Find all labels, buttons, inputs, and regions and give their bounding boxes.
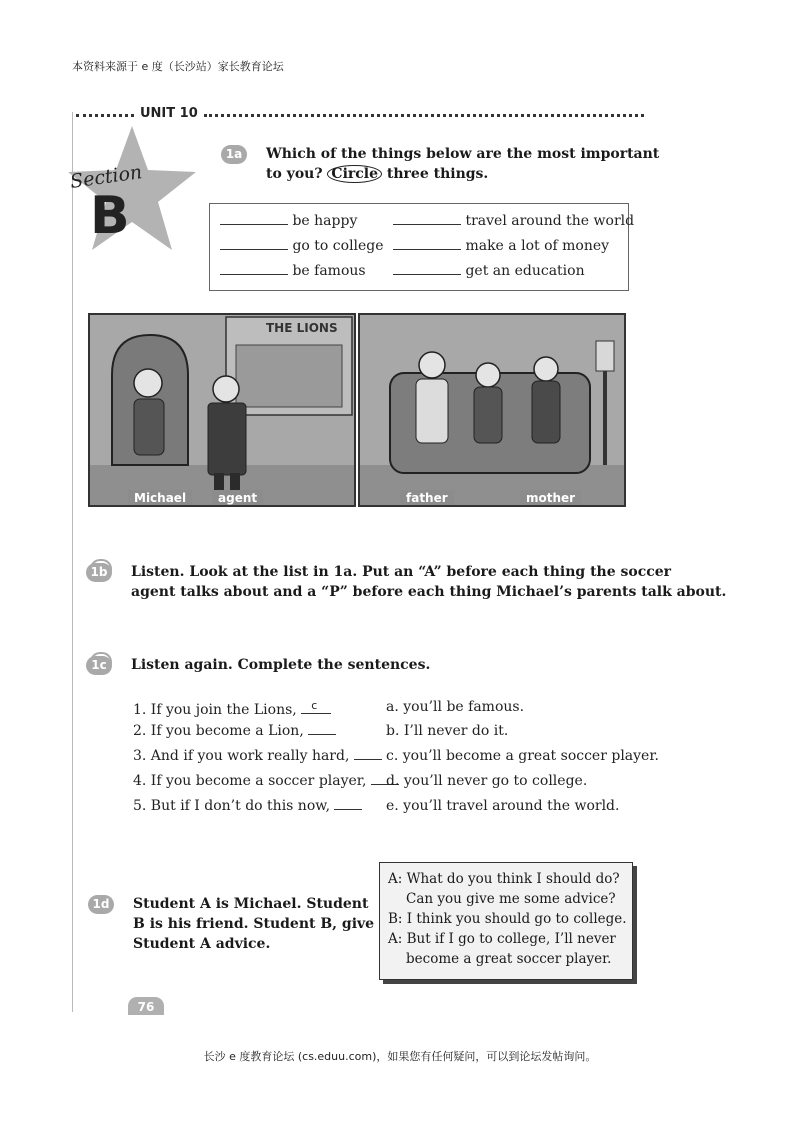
sentence-left-1 bbox=[133, 699, 331, 718]
badge-1c: 1c bbox=[86, 656, 112, 675]
instruction-1d-line3: Student A advice. bbox=[133, 936, 271, 952]
filled-answer: c bbox=[311, 699, 318, 712]
dialog-line-2: Can you give me some advice? bbox=[406, 891, 616, 907]
lions-sign: THE LIONS bbox=[266, 321, 338, 335]
section-word: Section bbox=[68, 161, 144, 193]
label-mother: mother bbox=[520, 490, 581, 506]
sentence-right-c: c. you’ll become a great soccer player. bbox=[386, 748, 659, 764]
sentence-right-e: e. you’ll travel around the world. bbox=[386, 798, 620, 814]
dialog-line-3: B: I think you should go to college. bbox=[388, 911, 627, 927]
unit-dots-right bbox=[204, 114, 644, 117]
instruction-1c: Listen again. Complete the sentences. bbox=[131, 657, 431, 673]
instruction-1b-line2: agent talks about and a “P” before each thing Michael’s parents talk about. bbox=[131, 584, 727, 600]
sentence-left-2 bbox=[133, 723, 336, 739]
instruction-1a-line1: Which of the things below are the most important bbox=[266, 146, 660, 162]
option-text: be famous bbox=[292, 263, 366, 279]
answer-blank[interactable] bbox=[354, 759, 382, 760]
answer-blank[interactable] bbox=[334, 809, 362, 810]
unit-bar bbox=[72, 106, 644, 122]
answer-blank[interactable] bbox=[220, 224, 288, 225]
sentence-text: 1. If you join the Lions, bbox=[133, 702, 297, 718]
option-text: travel around the world bbox=[465, 213, 635, 229]
options-box-1a bbox=[209, 203, 635, 291]
instruction-1a bbox=[266, 144, 659, 184]
circle-word: Circle bbox=[327, 165, 382, 183]
footer-note: 长沙 e 度教育论坛 (cs.eduu.com)，如果您有任何疑问，可以到论坛发帖询问。 bbox=[203, 1050, 597, 1063]
page-number: 76 bbox=[128, 997, 164, 1015]
option-row bbox=[220, 238, 384, 254]
option-row bbox=[220, 213, 357, 229]
sentence-text: 2. If you become a Lion, bbox=[133, 723, 304, 739]
instruction-1a-post: three things. bbox=[386, 166, 489, 182]
sentence-text: 4. If you become a soccer player, bbox=[133, 773, 367, 789]
dialog-line-1: A: What do you think I should do? bbox=[388, 871, 620, 887]
answer-blank[interactable] bbox=[220, 249, 288, 250]
instruction-1d-line1: Student A is Michael. Student bbox=[133, 896, 369, 912]
sentence-right-d: d. you’ll never go to college. bbox=[386, 773, 588, 789]
section-b-star bbox=[62, 122, 202, 262]
dialog-line-4: A: But if I go to college, I’ll never bbox=[388, 931, 616, 947]
option-row bbox=[393, 213, 634, 229]
sentence-text: 3. And if you work really hard, bbox=[133, 748, 350, 764]
instruction-1b bbox=[131, 562, 726, 602]
unit-label: UNIT 10 bbox=[140, 106, 198, 121]
sentence-text: 5. But if I don’t do this now, bbox=[133, 798, 331, 814]
answer-blank[interactable] bbox=[393, 249, 461, 250]
instruction-1b-line1: Listen. Look at the list in 1a. Put an “A” before each thing the soccer bbox=[131, 564, 672, 580]
sentence-left-3 bbox=[133, 748, 382, 764]
option-row bbox=[393, 263, 585, 279]
answer-blank[interactable] bbox=[393, 274, 461, 275]
star-icon bbox=[62, 122, 202, 262]
instruction-1a-line2 bbox=[266, 164, 659, 184]
sentence-left-5 bbox=[133, 798, 362, 814]
answer-blank[interactable] bbox=[220, 274, 288, 275]
instruction-1d bbox=[133, 894, 374, 954]
option-text: go to college bbox=[292, 238, 384, 254]
option-row bbox=[220, 263, 366, 279]
illustration-parents bbox=[358, 313, 626, 507]
option-text: be happy bbox=[292, 213, 358, 229]
answer-blank[interactable] bbox=[308, 734, 336, 735]
badge-1d: 1d bbox=[88, 895, 114, 914]
badge-1b: 1b bbox=[86, 563, 112, 582]
dialog-box bbox=[379, 862, 633, 980]
unit-dots-left bbox=[76, 114, 134, 117]
cartoon-scene-right bbox=[360, 315, 624, 505]
sentence-right-a: a. you’ll be famous. bbox=[386, 699, 525, 715]
instruction-1a-pre: to you? bbox=[266, 166, 323, 182]
option-text: get an education bbox=[465, 263, 585, 279]
option-text: make a lot of money bbox=[465, 238, 610, 254]
badge-1a: 1a bbox=[221, 145, 247, 164]
instruction-1d-line2: B is his friend. Student B, give bbox=[133, 916, 375, 932]
section-letter: B bbox=[90, 186, 130, 246]
label-father: father bbox=[400, 490, 454, 506]
label-michael: Michael bbox=[128, 490, 192, 506]
label-agent: agent bbox=[212, 490, 263, 506]
header-note: 本资料来源于 e 度（长沙站）家长教育论坛 bbox=[72, 60, 284, 73]
sentence-left-4 bbox=[133, 773, 399, 789]
cartoon-scene-left bbox=[90, 315, 354, 505]
dialog-line-5: become a great soccer player. bbox=[406, 951, 612, 967]
answer-blank[interactable] bbox=[393, 224, 461, 225]
option-row bbox=[393, 238, 609, 254]
answer-blank[interactable] bbox=[301, 699, 331, 714]
illustration-michael-agent bbox=[88, 313, 356, 507]
sentence-right-b: b. I’ll never do it. bbox=[386, 723, 509, 739]
